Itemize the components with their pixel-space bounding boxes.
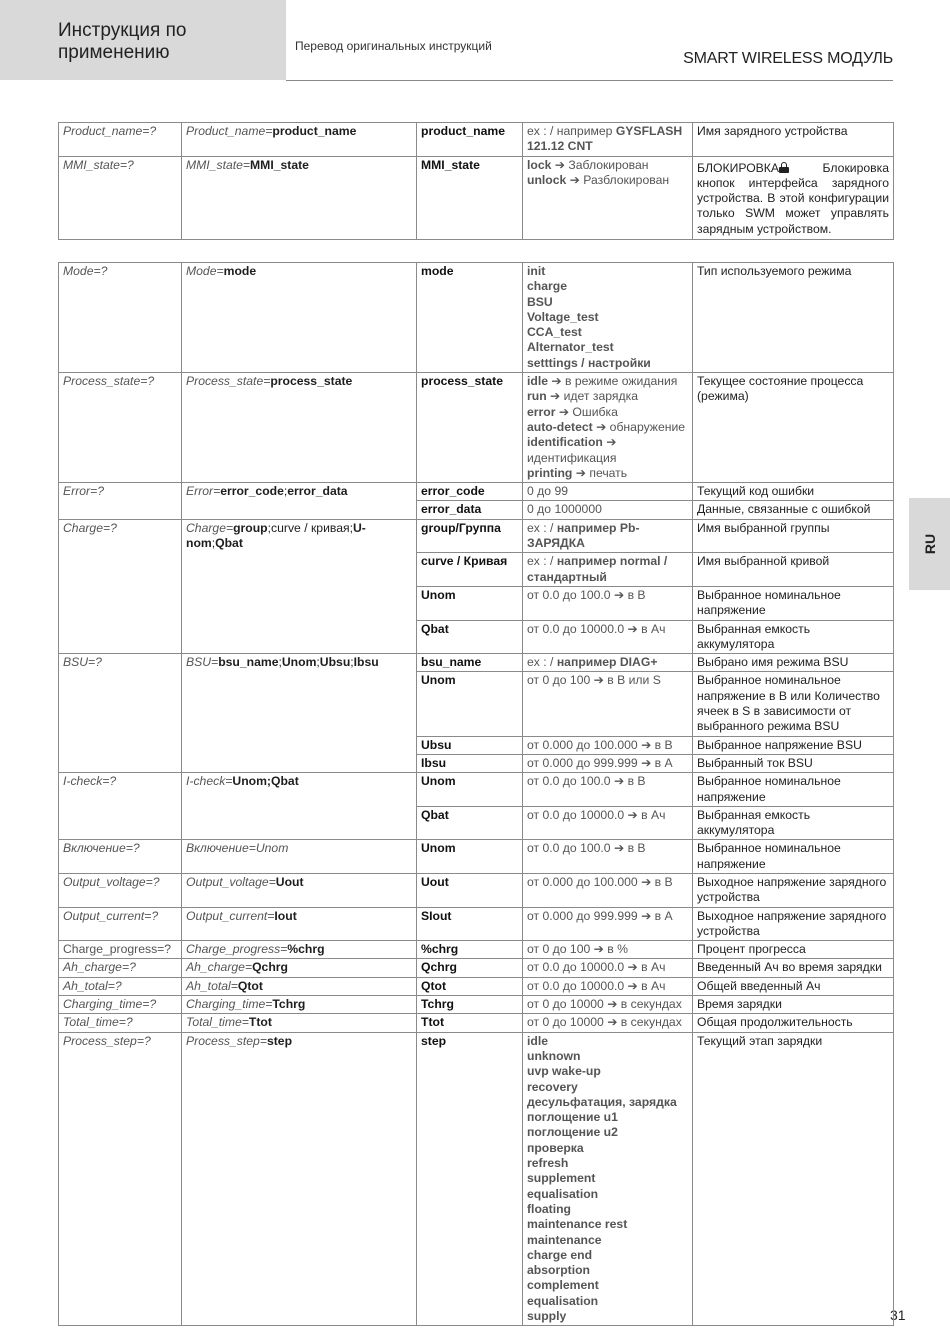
table-row <box>59 123 894 157</box>
language-tab <box>909 498 950 590</box>
values-cell: от 0 до 10000 ➔ в секундах <box>523 1014 693 1032</box>
header-divider <box>286 80 893 81</box>
description-cell: Выбранное номинальное напряжение <box>693 840 894 874</box>
values-cell: от 0.0 до 10000.0 ➔ в Ач <box>523 977 693 995</box>
param-cell: SIout <box>417 907 523 941</box>
query-cell: Output_current=? <box>59 907 182 941</box>
description-cell: Выбранная емкость аккумулятора <box>693 806 894 840</box>
param-cell: Unom <box>417 773 523 807</box>
description-cell: Общей введенный Ач <box>693 977 894 995</box>
query-cell: BSU=? <box>59 654 182 773</box>
values-cell: 0 до 1000000 <box>523 501 693 519</box>
query-cell: MMI_state=? <box>59 156 182 239</box>
table-row <box>59 773 894 807</box>
response-cell: Product_name=product_name <box>182 123 417 157</box>
response-cell: MMI_state=MMI_state <box>182 156 417 239</box>
values-cell: от 0.0 до 100.0 ➔ в В <box>523 586 693 620</box>
values-cell: lock ➔ Заблокирован unlock ➔ Разблокирован <box>523 156 693 239</box>
query-cell: Включение=? <box>59 840 182 874</box>
response-cell: Включение=Unom <box>182 840 417 874</box>
param-cell: Tchrg <box>417 996 523 1014</box>
values-cell: от 0.000 до 999.999 ➔ в А <box>523 907 693 941</box>
param-cell: Ubsu <box>417 736 523 754</box>
param-cell: Qtot <box>417 977 523 995</box>
param-cell: Qbat <box>417 806 523 840</box>
table-row <box>59 977 894 995</box>
page-number: 31 <box>890 1307 906 1323</box>
language-tab-label: RU <box>921 533 938 555</box>
values-cell: ex : / например GYSFLASH 121.12 CNT <box>523 123 693 157</box>
param-cell: error_data <box>417 501 523 519</box>
query-cell: Total_time=? <box>59 1014 182 1032</box>
query-cell: Ah_charge=? <box>59 959 182 977</box>
description-cell: Выбранная емкость аккумулятора <box>693 620 894 654</box>
param-cell: Unom <box>417 672 523 736</box>
table-row <box>59 483 894 501</box>
table-row <box>59 1014 894 1032</box>
description-cell: Выходное напряжение зарядного устройства <box>693 873 894 907</box>
param-cell: process_state <box>417 373 523 483</box>
response-cell: I-check=Unom;Qbat <box>182 773 417 840</box>
description-cell: Процент прогресса <box>693 941 894 959</box>
param-cell: Uout <box>417 873 523 907</box>
values-cell: idle unknown uvp wake-up recovery десульфатация, зарядка поглощение u1 поглощение u2 проверка refresh supplement equalisation floating maintenance rest maintenance charge end absorption complement equalisation supply <box>523 1032 693 1326</box>
header-title: SMART WIRELESS МОДУЛЬ <box>683 50 893 67</box>
query-cell: Charge_progress=? <box>59 941 182 959</box>
query-cell: Output_voltage=? <box>59 873 182 907</box>
query-cell: Product_name=? <box>59 123 182 157</box>
response-cell: Output_voltage=Uout <box>182 873 417 907</box>
description-cell: Выбранное номинальное напряжение <box>693 773 894 807</box>
values-cell: от 0 до 100 ➔ в % <box>523 941 693 959</box>
table-row <box>59 654 894 672</box>
commands-table-2 <box>58 262 894 1326</box>
description-cell: Текущий этап зарядки <box>693 1032 894 1326</box>
description-cell: Данные, связанные с ошибкой <box>693 501 894 519</box>
query-cell: Charge=? <box>59 519 182 653</box>
description-cell: Выбранный ток BSU <box>693 754 894 772</box>
response-cell: Charge=group;curve / кривая;U-nom;Qbat <box>182 519 417 653</box>
query-cell: Mode=? <box>59 263 182 373</box>
description-cell: Время зарядки <box>693 996 894 1014</box>
query-cell: Ah_total=? <box>59 977 182 995</box>
response-cell: Mode=mode <box>182 263 417 373</box>
header-box <box>0 0 286 80</box>
response-cell: Charging_time=Tchrg <box>182 996 417 1014</box>
query-cell: Process_step=? <box>59 1032 182 1326</box>
description-cell: Общая продолжительность <box>693 1014 894 1032</box>
response-cell: Charge_progress=%chrg <box>182 941 417 959</box>
param-cell: mode <box>417 263 523 373</box>
param-cell: curve / Кривая <box>417 553 523 587</box>
values-cell: от 0.000 до 100.000 ➔ в В <box>523 873 693 907</box>
table-row <box>59 263 894 373</box>
response-cell: Ah_total=Qtot <box>182 977 417 995</box>
response-cell: Output_current=Iout <box>182 907 417 941</box>
response-cell: Ah_charge=Qchrg <box>182 959 417 977</box>
query-cell: Error=? <box>59 483 182 520</box>
values-cell: idle ➔ в режиме ожидания run ➔ идет зарядка error ➔ Ошибка auto-detect ➔ обнаружение identification ➔ идентификация printing ➔ печать <box>523 373 693 483</box>
param-cell: Unom <box>417 840 523 874</box>
values-cell: от 0.000 до 999.999 ➔ в А <box>523 754 693 772</box>
table-row <box>59 941 894 959</box>
table-row <box>59 373 894 483</box>
values-cell: от 0 до 10000 ➔ в секундах <box>523 996 693 1014</box>
lock-icon <box>779 162 789 173</box>
values-cell: от 0 до 100 ➔ в В или S <box>523 672 693 736</box>
description-cell: Текущий код ошибки <box>693 483 894 501</box>
param-cell: group/Группа <box>417 519 523 553</box>
commands-table-1 <box>58 122 894 240</box>
description-cell: Имя зарядного устройства <box>693 123 894 157</box>
values-cell: от 0.0 до 10000.0 ➔ в Ач <box>523 806 693 840</box>
header-subtitle: Перевод оригинальных инструкций <box>295 39 492 53</box>
description-cell: Тип используемого режима <box>693 263 894 373</box>
table-row <box>59 873 894 907</box>
description-cell: Имя выбранной кривой <box>693 553 894 587</box>
table-row <box>59 996 894 1014</box>
values-cell: от 0.0 до 100.0 ➔ в В <box>523 840 693 874</box>
values-cell: ex : / например normal / стандартный <box>523 553 693 587</box>
param-cell: step <box>417 1032 523 1326</box>
values-cell: ex : / например Pb-ЗАРЯДКА <box>523 519 693 553</box>
description-cell: БЛОКИРОВКА Блокировка кнопок интерфейса зарядного устройства. В этой конфигурации только SWM может управлять зарядным устройством. <box>693 156 894 239</box>
param-cell: Ttot <box>417 1014 523 1032</box>
response-cell: BSU=bsu_name;Unom;Ubsu;Ibsu <box>182 654 417 773</box>
response-cell: Process_state=process_state <box>182 373 417 483</box>
description-cell: Выходное напряжение зарядного устройства <box>693 907 894 941</box>
description-cell: Выбрано имя режима BSU <box>693 654 894 672</box>
param-cell: Ibsu <box>417 754 523 772</box>
values-cell: ex : / например DIAG+ <box>523 654 693 672</box>
param-cell: product_name <box>417 123 523 157</box>
param-cell: error_code <box>417 483 523 501</box>
param-cell: Qchrg <box>417 959 523 977</box>
values-cell: от 0.000 до 100.000 ➔ в В <box>523 736 693 754</box>
description-cell: Введенный Ач во время зарядки <box>693 959 894 977</box>
table-row <box>59 519 894 553</box>
values-cell: от 0.0 до 10000.0 ➔ в Ач <box>523 620 693 654</box>
param-cell: %chrg <box>417 941 523 959</box>
description-cell: Выбранное напряжение BSU <box>693 736 894 754</box>
values-cell: 0 до 99 <box>523 483 693 501</box>
values-cell: от 0.0 до 10000.0 ➔ в Ач <box>523 959 693 977</box>
param-cell: bsu_name <box>417 654 523 672</box>
param-cell: MMI_state <box>417 156 523 239</box>
values-cell: от 0.0 до 100.0 ➔ в В <box>523 773 693 807</box>
response-cell: Total_time=Ttot <box>182 1014 417 1032</box>
param-cell: Unom <box>417 586 523 620</box>
header-box-title: Инструкция по применению <box>58 20 187 63</box>
description-cell: Выбранное номинальное напряжение <box>693 586 894 620</box>
query-cell: Charging_time=? <box>59 996 182 1014</box>
table-row <box>59 959 894 977</box>
table-row <box>59 840 894 874</box>
table-row <box>59 907 894 941</box>
response-cell: Process_step=step <box>182 1032 417 1326</box>
query-cell: I-check=? <box>59 773 182 840</box>
description-cell: Выбранное номинальное напряжение в В или Количество ячеек в S в зависимости от выбранного режима BSU <box>693 672 894 736</box>
query-cell: Process_state=? <box>59 373 182 483</box>
response-cell: Error=error_code;error_data <box>182 483 417 520</box>
table-row <box>59 156 894 239</box>
param-cell: Qbat <box>417 620 523 654</box>
description-cell: Текущее состояние процесса (режима) <box>693 373 894 483</box>
values-cell: init charge BSU Voltage_test CCA_test Alternator_test setttings / настройки <box>523 263 693 373</box>
table-row <box>59 1032 894 1326</box>
description-cell: Имя выбранной группы <box>693 519 894 553</box>
